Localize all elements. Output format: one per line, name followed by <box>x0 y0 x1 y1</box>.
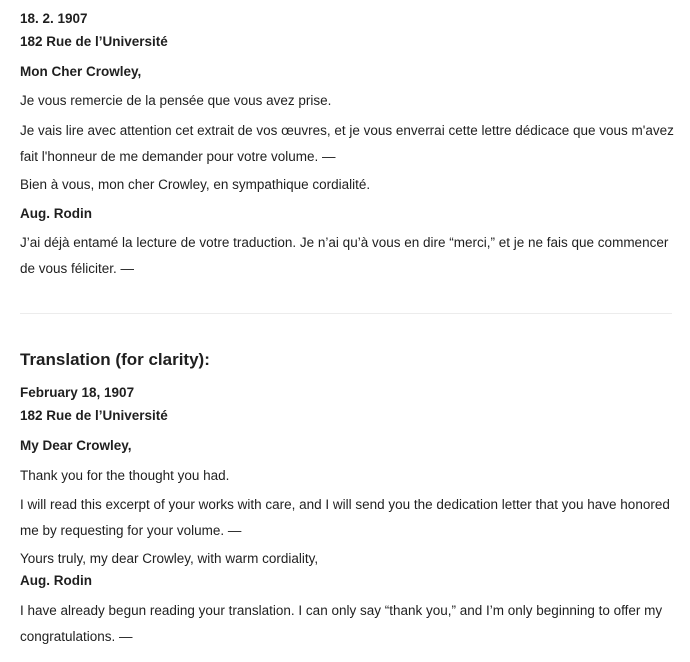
translation-address: 182 Rue de l’Université <box>20 408 168 423</box>
letter-paragraph-2: Je vais lire avec attention cet extrait de vos œuvres, et je vous enverrai cette lettre dédicace que vous m'avez fait l'honneur de me demander pour votre volume. — <box>20 123 674 164</box>
letter-address: 182 Rue de l’Université <box>20 34 168 49</box>
letter-signature: Aug. Rodin <box>20 206 92 221</box>
translation-postscript: I have already begun reading your translation. I can only say “thank you,” and I’m only beginning to offer my congratulations. — <box>20 603 663 644</box>
translation-signature: Aug. Rodin <box>20 573 92 588</box>
letter-date: 18. 2. 1907 <box>20 11 88 26</box>
translation-heading: Translation (for clarity): <box>20 350 210 369</box>
section-divider <box>20 313 672 314</box>
translation-paragraph-1: Thank you for the thought you had. <box>20 468 230 483</box>
translation-date: February 18, 1907 <box>20 385 135 400</box>
letter-paragraph-3: Bien à vous, mon cher Crowley, en sympathique cordialité. <box>20 177 371 192</box>
letter-postscript: J’ai déjà entamé la lecture de votre traduction. Je n’ai qu’à vous en dire “merci,” et je ne fais que commencer de vous féliciter. — <box>20 235 669 276</box>
translation-paragraph-2: I will read this excerpt of your works with care, and I will send you the dedication letter that you have honored me by requesting for your volume. — <box>20 497 670 538</box>
letter-salutation: Mon Cher Crowley, <box>20 64 142 79</box>
translation-salutation: My Dear Crowley, <box>20 438 132 453</box>
translation-paragraph-3: Yours truly, my dear Crowley, with warm cordiality, <box>20 551 319 566</box>
letter-paragraph-1: Je vous remercie de la pensée que vous avez prise. <box>20 93 332 108</box>
